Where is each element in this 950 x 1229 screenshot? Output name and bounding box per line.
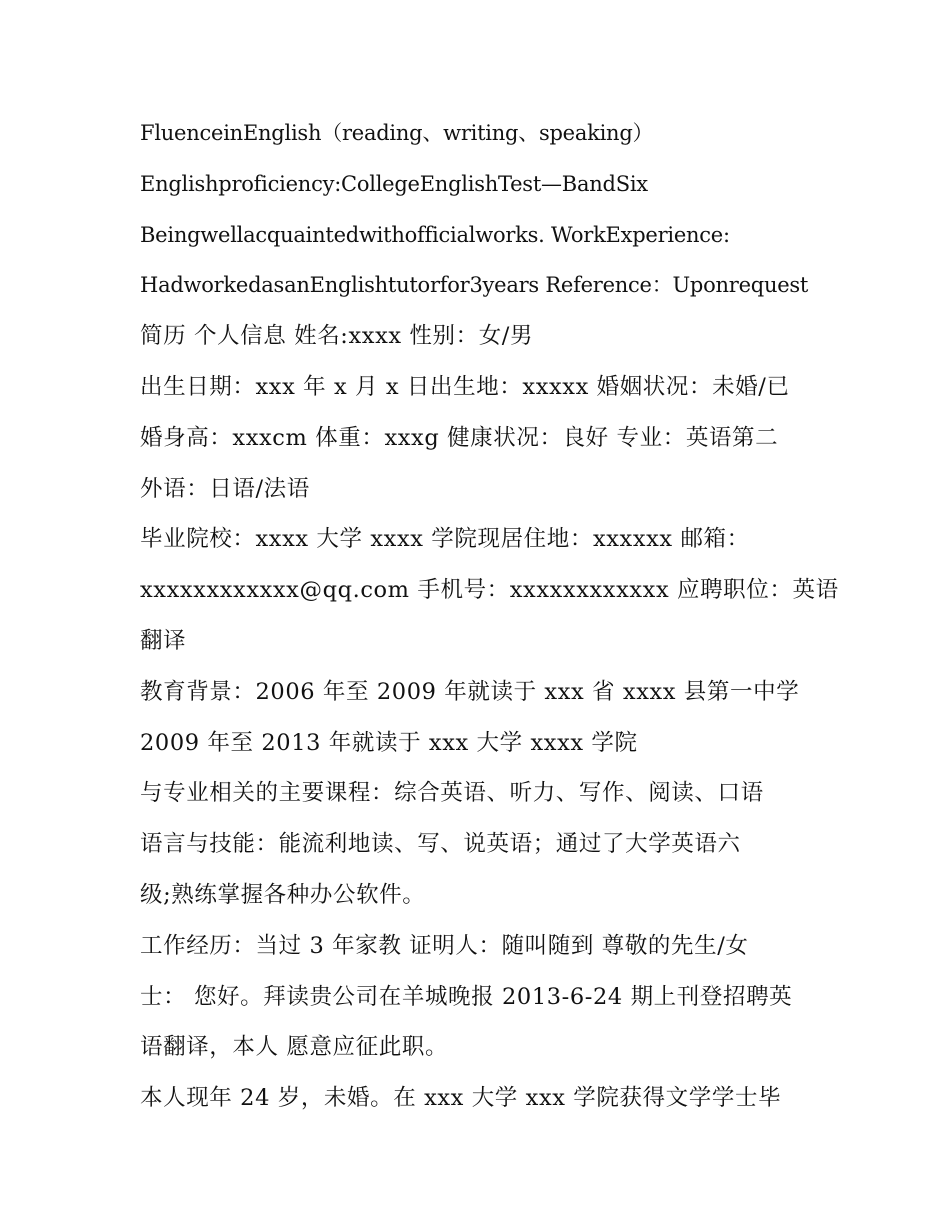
text-line: 语翻译，本人 愿意应征此职。 xyxy=(140,1034,449,1061)
text-line: 出生日期：xxx 年 x 月 x 日出生地：xxxxx 婚姻状况：未婚/已 xyxy=(140,373,790,400)
text-line: xxxxxxxxxxxx@qq.com 手机号：xxxxxxxxxxxx 应聘职位：英语 xyxy=(140,577,839,604)
text-line: 外语：日语/法语 xyxy=(140,475,310,502)
text-line: 婚身高：xxxcm 体重：xxxg 健康状况：良好 专业：英语第二 xyxy=(140,424,779,451)
text-line: 2009 年至 2013 年就读于 xxx 大学 xxxx 学院 xyxy=(140,729,638,756)
text-line: 毕业院校：xxxx 大学 xxxx 学院现居住地：xxxxxx 邮箱： xyxy=(140,526,750,553)
text-line: 教育背景：2006 年至 2009 年就读于 xxx 省 xxxx 县第一中学 xyxy=(140,678,800,705)
document-body xyxy=(140,108,839,1124)
text-line: 工作经历：当过 3 年家教 证明人：随叫随到 尊敬的先生/女 xyxy=(140,932,749,959)
text-line: 本人现年 24 岁，未婚。在 xxx 大学 xxx 学院获得文学学士毕 xyxy=(140,1085,782,1112)
text-line: HadworkedasanEnglishtutorfor3years Reference：Uponrequest xyxy=(140,273,809,298)
text-line: 士： 您好。拜读贵公司在羊城晚报 2013-6-24 期上刊登招聘英 xyxy=(140,983,793,1010)
text-line: 与专业相关的主要课程：综合英语、听力、写作、阅读、口语 xyxy=(140,780,764,807)
text-line: Englishproficiency:CollegeEnglishTest—BandSix xyxy=(140,171,648,196)
text-line: 级;熟练掌握各种办公软件。 xyxy=(140,881,426,908)
text-line: Beingwellacquaintedwithofficialworks. WorkExperience: xyxy=(140,222,730,247)
text-line: FluenceinEnglish（reading、writing、speaking） xyxy=(140,121,654,145)
text-line: 语言与技能：能流利地读、写、说英语；通过了大学英语六 xyxy=(140,831,741,858)
text-line: 简历 个人信息 姓名:xxxx 性别：女/男 xyxy=(140,323,534,350)
text-line: 翻译 xyxy=(140,627,187,654)
